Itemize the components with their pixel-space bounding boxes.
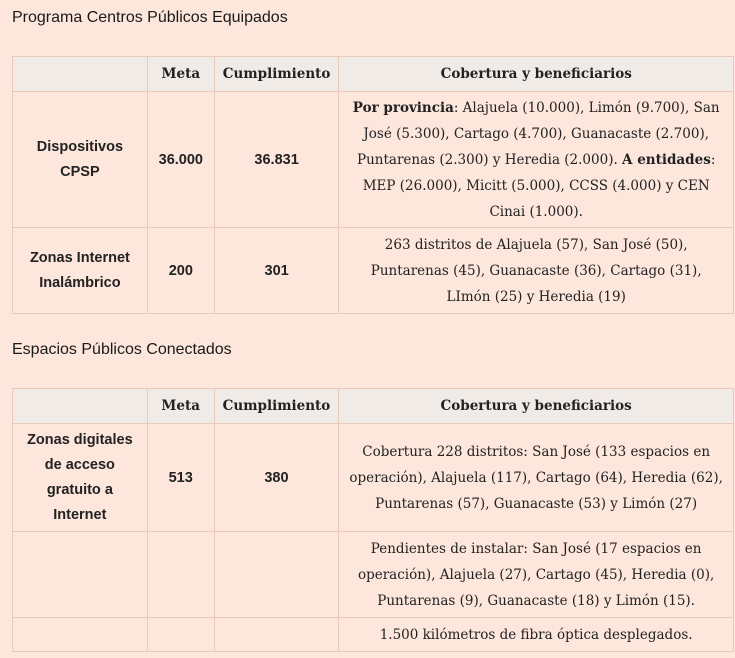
- table-header-row: [13, 389, 734, 424]
- header-meta: Meta: [147, 57, 214, 92]
- table-row: [13, 228, 734, 314]
- cumplimiento-value: 36.831: [214, 92, 339, 228]
- table-row: [13, 92, 734, 228]
- cobertura-ent-label: A entidades: [622, 151, 711, 168]
- cobertura-prov-text: : Alajuela (10.000), Limón (9.700), San José (5.300), Cartago (4.700), Guanacaste (2.700), Puntarenas (2.300) y Heredia (2.000).: [357, 99, 720, 168]
- row-label: [13, 618, 148, 652]
- header-empty: [13, 57, 148, 92]
- row-label: Zonas Internet Inalámbrico: [13, 228, 148, 314]
- row-label: Zonas digitales de acceso gratuito a Internet: [13, 424, 148, 532]
- cumplimiento-value: [214, 532, 339, 618]
- section-title-centros-publicos: Programa Centros Públicos Equipados: [12, 9, 288, 26]
- meta-value: [147, 532, 214, 618]
- row-label: Dispositivos CPSP: [13, 92, 148, 228]
- table-row: [13, 532, 734, 618]
- header-cumplimiento: Cumplimiento: [214, 57, 339, 92]
- cobertura-value: [339, 92, 734, 228]
- table-row: [13, 424, 734, 532]
- meta-value: 36.000: [147, 92, 214, 228]
- meta-value: [147, 618, 214, 652]
- row-label: [13, 532, 148, 618]
- cobertura-value: Pendientes de instalar: San José (17 espacios en operación), Alajuela (27), Cartago (45), Heredia (0), Puntarenas (9), Guanacaste (18) y Limón (15).: [339, 532, 734, 618]
- cobertura-value: Cobertura 228 distritos: San José (133 espacios en operación), Alajuela (117), Cartago (64), Heredia (62), Puntarenas (57), Guanacaste (53) y Limón (27): [339, 424, 734, 532]
- table-row: [13, 618, 734, 652]
- meta-value: 513: [147, 424, 214, 532]
- cobertura-value: 1.500 kilómetros de fibra óptica desplegados.: [339, 618, 734, 652]
- cumplimiento-value: 380: [214, 424, 339, 532]
- table-espacios-publicos: [12, 388, 734, 652]
- cobertura-prov-label: Por provincia: [352, 99, 454, 116]
- header-empty: [13, 389, 148, 424]
- section-title-espacios-publicos: Espacios Públicos Conectados: [12, 341, 232, 358]
- header-cobertura: Cobertura y beneficiarios: [339, 389, 734, 424]
- table-centros-publicos: [12, 56, 734, 314]
- cumplimiento-value: [214, 618, 339, 652]
- meta-value: 200: [147, 228, 214, 314]
- header-cumplimiento: Cumplimiento: [214, 389, 339, 424]
- cobertura-value: 263 distritos de Alajuela (57), San José (50), Puntarenas (45), Guanacaste (36), Cartago (31), LImón (25) y Heredia (19): [339, 228, 734, 314]
- cobertura-ent-text: : MEP (26.000), Micitt (5.000), CCSS (4.000) y CEN Cinai (1.000).: [362, 151, 716, 220]
- header-cobertura: Cobertura y beneficiarios: [339, 57, 734, 92]
- cumplimiento-value: 301: [214, 228, 339, 314]
- table-header-row: [13, 57, 734, 92]
- header-meta: Meta: [147, 389, 214, 424]
